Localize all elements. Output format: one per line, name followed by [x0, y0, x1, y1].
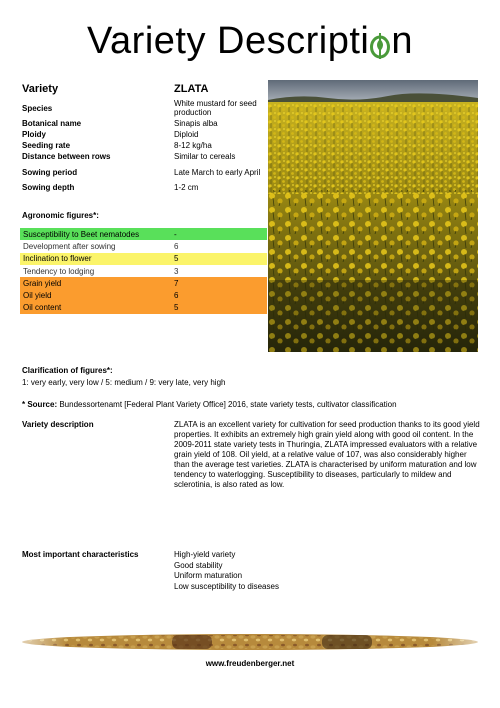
mustard-field-photo	[268, 80, 478, 352]
source-label: * Source:	[22, 400, 58, 409]
agronomic-label: Inclination to flower	[23, 254, 92, 264]
agronomic-label: Tendency to lodging	[23, 266, 95, 276]
agronomic-row	[20, 277, 267, 289]
characteristic-item: High-yield variety	[174, 550, 236, 559]
property-label: Seeding rate	[22, 141, 71, 150]
title-text-end: n	[391, 20, 413, 62]
agronomic-label: Oil yield	[23, 291, 52, 301]
property-value: Sinapis alba	[174, 119, 218, 128]
variety-value: ZLATA	[174, 82, 209, 95]
property-row	[22, 182, 267, 193]
agronomic-value: -	[174, 229, 177, 239]
property-row	[22, 140, 267, 151]
property-value: Diploid	[174, 130, 199, 139]
property-label: Ploidy	[22, 130, 47, 139]
property-value: White mustard for seed production	[174, 99, 257, 117]
description-text: ZLATA is an excellent variety for cultivation for seed production thanks to its good yield properties. It exhibits an extremely high grain yield along with good oil content. In the 2009-2011 state variety tests in Thuringia, ZLATA impressed evaluators with a relative grain yield of 108. Oil yield, at a relative value of 107, was also considerably higher than the average test varieties. ZLATA is characterised by uniform maturation and low tendency to waterlogging. Susceptibility to diseases, particularly to mildew and sclerotinia, is also rated as low.	[174, 420, 480, 489]
source-text: Bundessortenamt [Federal Plant Variety Office] 2016, state variety tests, cultivator classification	[57, 400, 397, 409]
description-label: Variety description	[22, 420, 94, 429]
characteristics-label: Most important characteristics	[22, 550, 139, 559]
characteristic-item: Uniform maturation	[174, 571, 243, 580]
agronomic-value: 5	[174, 254, 179, 264]
characteristic-item: Good stability	[174, 560, 223, 570]
agronomic-row	[20, 302, 267, 314]
agronomic-label: Grain yield	[23, 278, 62, 288]
seed-strip-image	[22, 632, 478, 652]
property-value: Similar to cereals	[174, 152, 236, 161]
property-label: Distance between rows	[22, 152, 111, 161]
agronomic-title: Agronomic figures*:	[22, 211, 99, 220]
variety-info-table	[22, 80, 267, 193]
page-title	[0, 20, 500, 63]
website-link[interactable]: www.freudenberger.net	[205, 659, 295, 668]
property-row	[22, 118, 267, 129]
agronomic-value: 6	[174, 241, 179, 251]
agronomic-value: 7	[174, 278, 179, 288]
property-row	[22, 151, 267, 162]
agronomic-label: Susceptibility to Beet nematodes	[23, 229, 140, 239]
agronomic-label: Oil content	[23, 303, 62, 313]
agronomic-row	[20, 240, 267, 252]
variety-label: Variety	[22, 83, 59, 95]
property-value: Late March to early April	[174, 167, 261, 177]
property-label: Species	[22, 103, 53, 113]
property-value: 1-2 cm	[174, 183, 199, 192]
characteristics-list	[174, 550, 279, 592]
property-row	[22, 129, 267, 140]
agronomic-row	[20, 228, 267, 240]
property-value: 8-12 kg/ha	[174, 141, 212, 150]
clarification-heading: Clarification of figures*:	[22, 366, 113, 375]
clarification-block	[22, 366, 225, 387]
title-text-start: Variety Descripti	[87, 20, 370, 62]
agronomic-value: 6	[174, 291, 179, 301]
agronomic-row	[20, 265, 267, 277]
clarification-text: 1: very early, very low / 5: medium / 9: very late, very high	[22, 378, 226, 387]
property-row	[22, 162, 267, 182]
characteristic-item: Low susceptibility to diseases	[174, 581, 279, 591]
leaf-logo-icon	[370, 29, 390, 53]
agronomic-row	[20, 289, 267, 301]
source-note	[22, 400, 397, 409]
property-label: Sowing period	[22, 167, 78, 177]
property-label: Botanical name	[22, 119, 82, 128]
agronomic-label: Development after sowing	[23, 241, 116, 251]
agronomic-figures-table	[20, 228, 267, 314]
variety-row	[22, 80, 267, 98]
property-row	[22, 98, 267, 118]
agronomic-value: 3	[174, 266, 179, 276]
agronomic-value: 5	[174, 303, 179, 313]
agronomic-row	[20, 253, 267, 265]
property-label: Sowing depth	[22, 183, 75, 192]
